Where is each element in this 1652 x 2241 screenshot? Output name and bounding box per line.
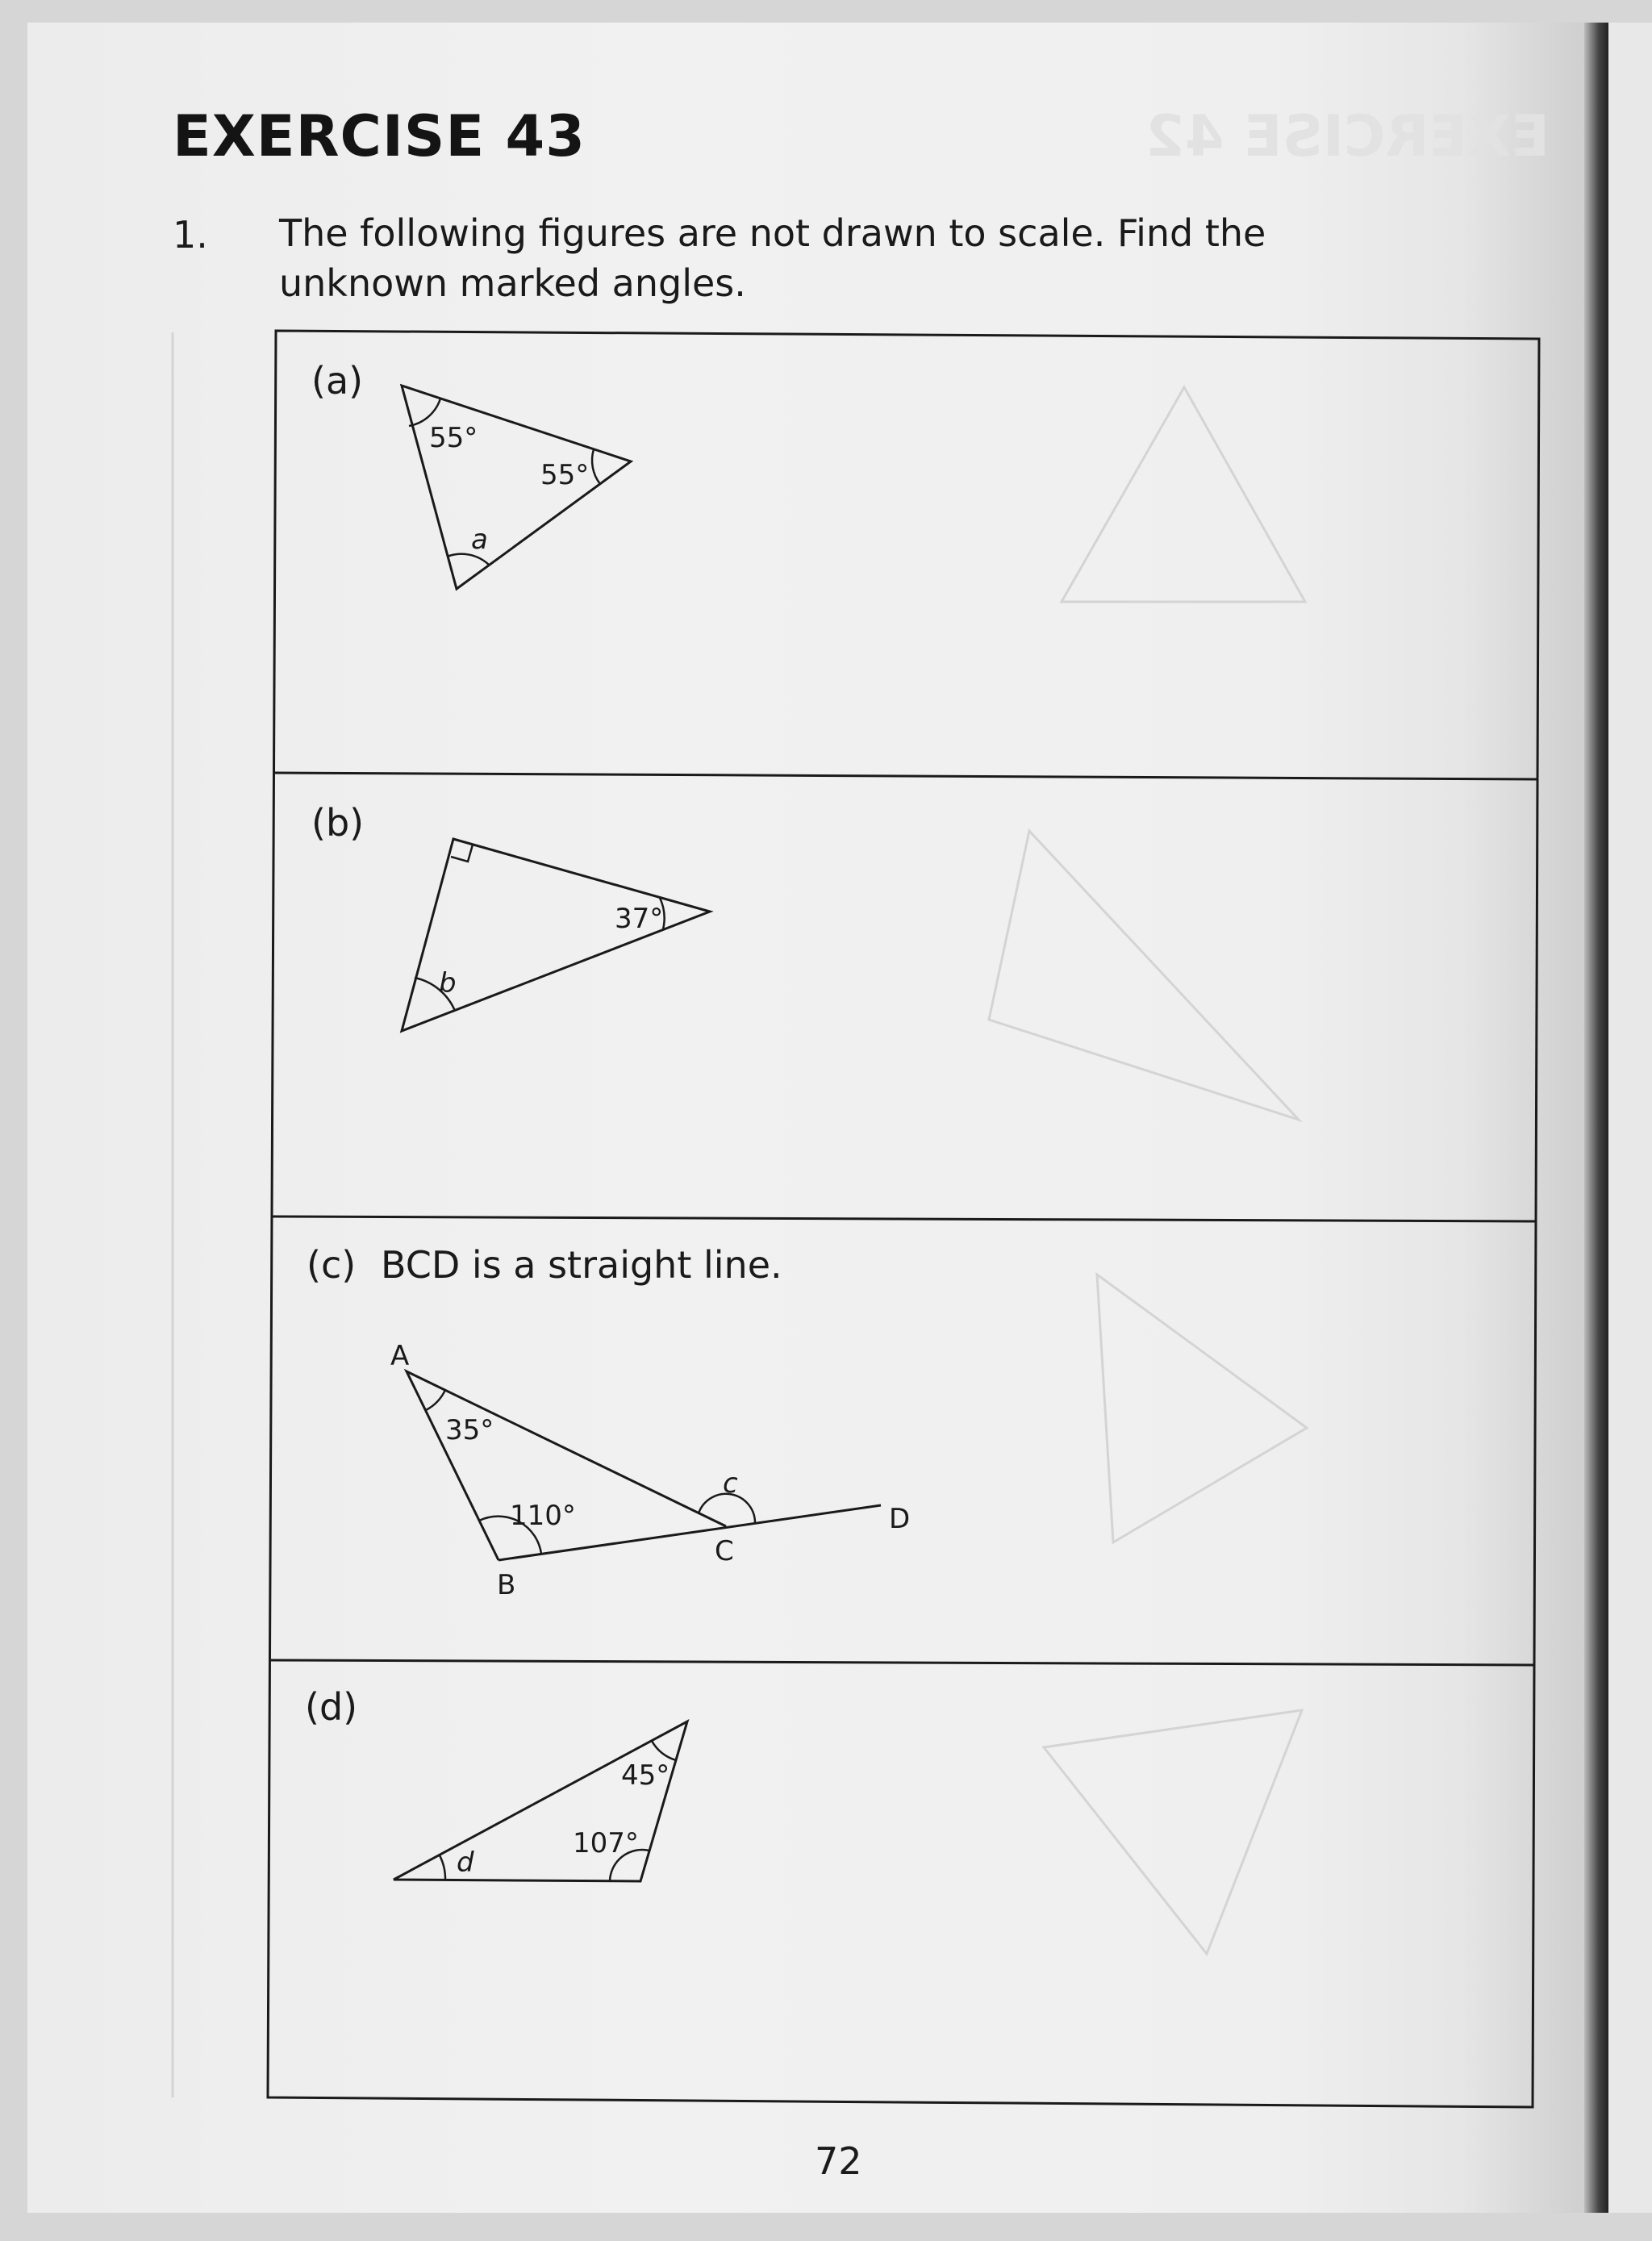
unknown-c-label: c — [723, 1467, 738, 1500]
angle-c-a-label: 35° — [445, 1414, 494, 1446]
angle-b-label: 37° — [615, 903, 664, 935]
figure-d — [305, 1685, 687, 1881]
triangle-a — [402, 386, 631, 589]
figure-a — [311, 359, 631, 589]
part-c-label: (c) — [307, 1243, 357, 1287]
point-a: A — [390, 1340, 410, 1372]
figure-b — [311, 801, 710, 1031]
angle-d-bottom-label: 107° — [573, 1827, 639, 1859]
page-number: 72 — [815, 2139, 862, 2183]
row-divider-cd — [271, 1660, 1534, 1665]
angle-c-b-label: 110° — [510, 1500, 576, 1532]
row-divider-bc — [273, 1216, 1536, 1221]
point-c: C — [715, 1535, 734, 1567]
angle-a-right-label: 55° — [540, 459, 590, 491]
part-d-label: (d) — [305, 1685, 358, 1729]
bleed-through-title: EXERCISE 42 — [1145, 103, 1550, 169]
part-a-label: (a) — [311, 359, 364, 403]
bleed-through-figures — [173, 332, 1307, 2097]
angle-d-top-label: 45° — [621, 1759, 670, 1792]
triangle-d — [394, 1721, 687, 1881]
triangle-b — [402, 839, 710, 1031]
angle-arc-d-top — [652, 1741, 676, 1760]
point-b: B — [497, 1569, 516, 1601]
answer-box — [268, 331, 1539, 2107]
question-number: 1. — [173, 213, 208, 257]
angle-arc-d-left — [440, 1855, 445, 1880]
row-divider-ab — [274, 773, 1537, 779]
angle-a-top-label: 55° — [429, 422, 478, 454]
angle-arc-a-right — [592, 449, 600, 484]
unknown-a-label: a — [471, 524, 488, 556]
question-text: The following figures are not drawn to scale. Find the unknown marked angles. — [279, 211, 1266, 305]
part-b-label: (b) — [311, 801, 365, 845]
unknown-d-label: d — [457, 1847, 474, 1879]
figure-c — [307, 1243, 910, 1601]
angle-arc-c-a — [426, 1390, 445, 1410]
unknown-b-label: b — [439, 967, 457, 999]
exercise-title: EXERCISE 43 — [173, 103, 586, 169]
point-d: D — [889, 1503, 911, 1535]
part-c-description: BCD is a straight line. — [381, 1243, 782, 1287]
right-angle-mark-b — [451, 845, 473, 862]
